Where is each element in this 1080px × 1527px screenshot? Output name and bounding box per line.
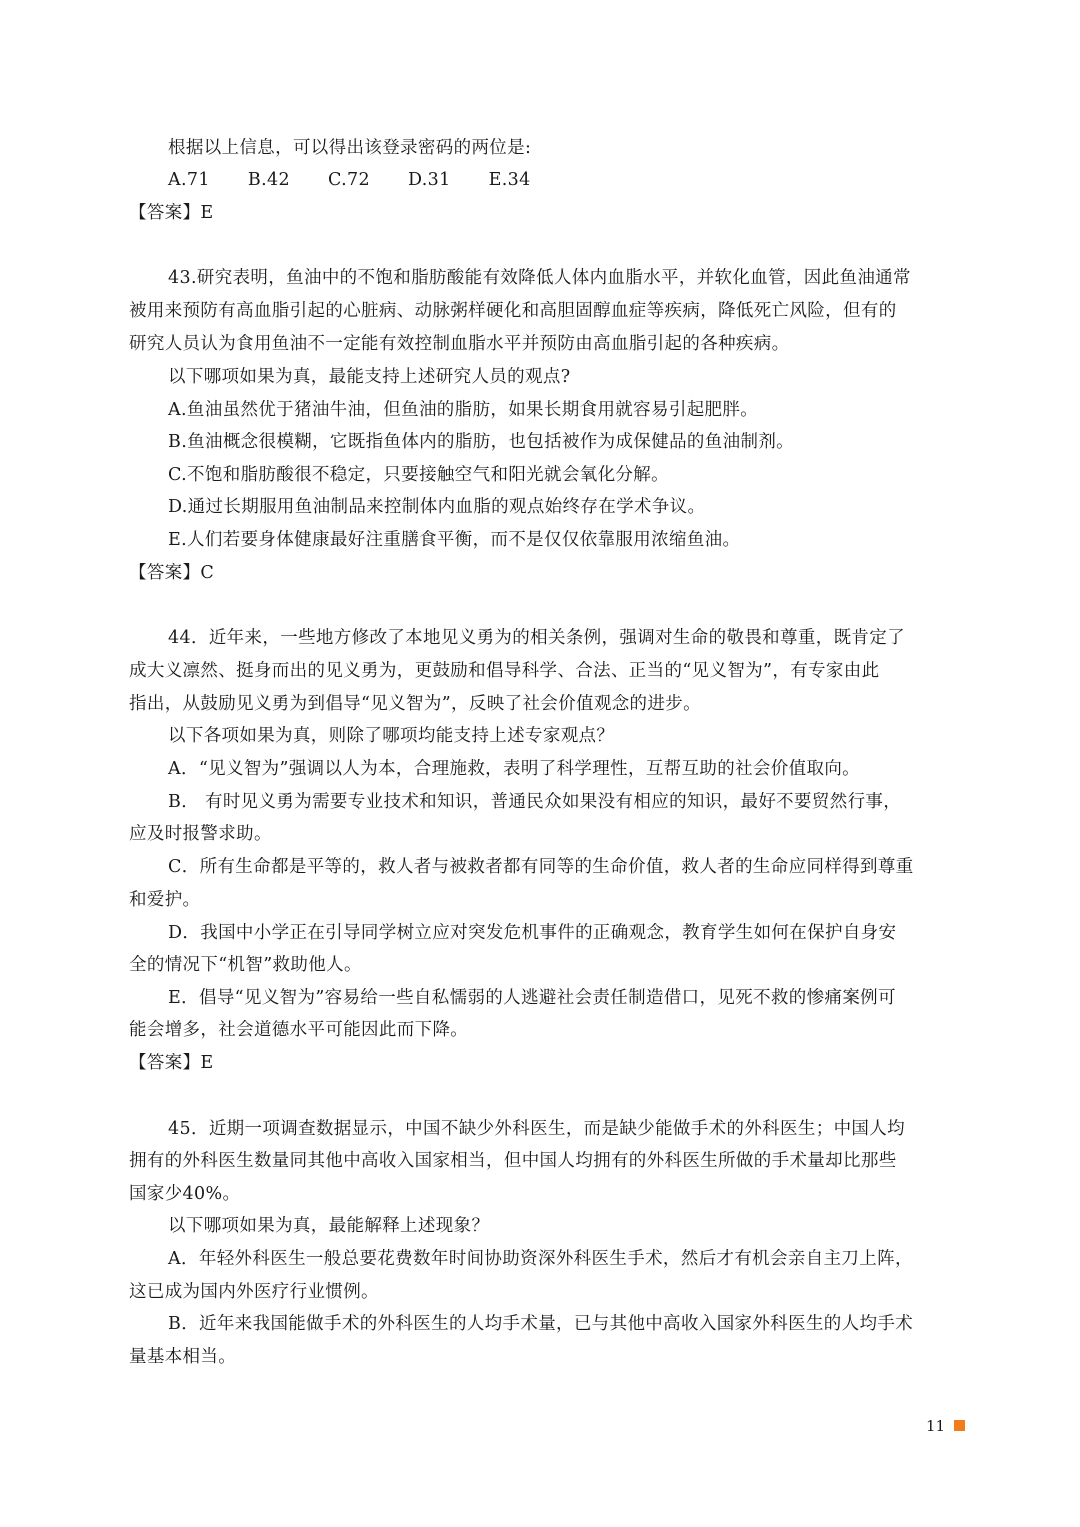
q45-question: 以下哪项如果为真，最能解释上述现象？ xyxy=(168,1216,490,1236)
q43-stem-line-3: 研究人员认为食用鱼油不一定能有效控制血脂水平并预防由高血脂引起的各种疾病。 xyxy=(129,334,790,354)
q44-question: 以下各项如果为真，则除了哪项均能支持上述专家观点？ xyxy=(168,726,615,746)
q45-stem-line-1: 45．近期一项调查数据显示，中国不缺少外科医生，而是缺少能做手术的外科医生；中国人均 xyxy=(168,1119,905,1139)
q42-option-b: B.42 xyxy=(247,170,290,190)
q43-question: 以下哪项如果为真，最能支持上述研究人员的观点? xyxy=(168,367,571,387)
q43-option-e: E.人们若要身体健康最好注重膳食平衡，而不是仅仅依靠服用浓缩鱼油。 xyxy=(168,530,741,550)
q45-option-b-line-1: B．近年来我国能做手术的外科医生的人均手术量，已与其他中高收入国家外科医生的人均手术 xyxy=(168,1314,914,1334)
q44-answer: 【答案】E xyxy=(129,1053,214,1073)
page-number: 11 xyxy=(926,1417,946,1435)
q43-option-b: B.鱼油概念很模糊，它既指鱼体内的脂肪，也包括被作为成保健品的鱼油制剂。 xyxy=(168,432,795,452)
q42-stem: 根据以上信息，可以得出该登录密码的两位是: xyxy=(168,138,532,158)
q44-option-d-line-2: 全的情况下“机智”救助他人。 xyxy=(129,955,362,975)
q42-option-e: E.34 xyxy=(488,170,531,190)
q43-option-d: D.通过长期服用鱼油制品来控制体内血脂的观点始终存在学术争议。 xyxy=(168,497,706,517)
q45-stem-line-2: 拥有的外科医生数量同其他中高收入国家相当，但中国人均拥有的外科医生所做的手术量却比那些 xyxy=(129,1151,897,1171)
q43-option-c: C.不饱和脂肪酸很不稳定，只要接触空气和阳光就会氧化分解。 xyxy=(168,465,669,485)
q44-stem-line-1: 44．近年来，一些地方修改了本地见义勇为的相关条例，强调对生命的敬畏和尊重，既肯定了 xyxy=(168,628,905,648)
q44-option-e-line-2: 能会增多，社会道德水平可能因此而下降。 xyxy=(129,1020,469,1040)
page-accent-square-icon xyxy=(954,1420,965,1431)
q44-stem-line-3: 指出，从鼓励见义勇为到倡导“见义智为”，反映了社会价值观念的进步。 xyxy=(129,694,701,714)
q42-option-a: A.71 xyxy=(168,170,210,190)
q44-option-c-line-2: 和爱护。 xyxy=(129,890,201,910)
q44-stem-line-2: 成大义凛然、挺身而出的见义勇为，更鼓励和倡导科学、合法、正当的“见义智为”，有专家由此 xyxy=(129,661,880,681)
q44-option-e-line-1: E．倡导“见义智为”容易给一些自私懦弱的人逃避社会责任制造借口，见死不救的惨痛案例可 xyxy=(168,988,896,1008)
q45-option-a-line-2: 这已成为国内外医疗行业惯例。 xyxy=(129,1282,379,1302)
q44-option-a: A．“见义智为”强调以人为本，合理施救，表明了科学理性，互帮互助的社会价值取向。 xyxy=(168,759,861,779)
q42-option-c: C.72 xyxy=(327,170,370,190)
q42-answer: 【答案】E xyxy=(129,203,214,223)
q45-option-a-line-1: A．年轻外科医生一般总要花费数年时间协助资深外科医生手术，然后才有机会亲自主刀上阵， xyxy=(168,1249,913,1269)
q43-stem-line-2: 被用来预防有高血脂引起的心脏病、动脉粥样硬化和高胆固醇血症等疾病，降低死亡风险，但有的 xyxy=(129,301,897,321)
q43-answer: 【答案】C xyxy=(129,563,215,583)
q43-stem-line-1: 43.研究表明，鱼油中的不饱和脂肪酸能有效降低人体内血脂水平，并软化血管，因此鱼油通常 xyxy=(168,268,911,288)
q45-option-b-line-2: 量基本相当。 xyxy=(129,1347,237,1367)
q42-option-d: D.31 xyxy=(407,170,451,190)
q44-option-c-line-1: C．所有生命都是平等的，救人者与被救者都有同等的生命价值，救人者的生命应同样得到尊重 xyxy=(168,857,914,877)
q44-option-d-line-1: D．我国中小学正在引导同学树立应对突发危机事件的正确观念，教育学生如何在保护自身安 xyxy=(168,923,897,943)
q42-options xyxy=(168,167,569,193)
q44-option-b-line-2: 应及时报警求助。 xyxy=(129,824,272,844)
q44-option-b-line-1: B． 有时见义勇为需要专业技术和知识，普通民众如果没有相应的知识，最好不要贸然行事， xyxy=(168,792,902,812)
q43-option-a: A.鱼油虽然优于猪油牛油，但鱼油的脂肪，如果长期食用就容易引起肥胖。 xyxy=(168,400,759,420)
q45-stem-line-3: 国家少40%。 xyxy=(129,1184,241,1204)
